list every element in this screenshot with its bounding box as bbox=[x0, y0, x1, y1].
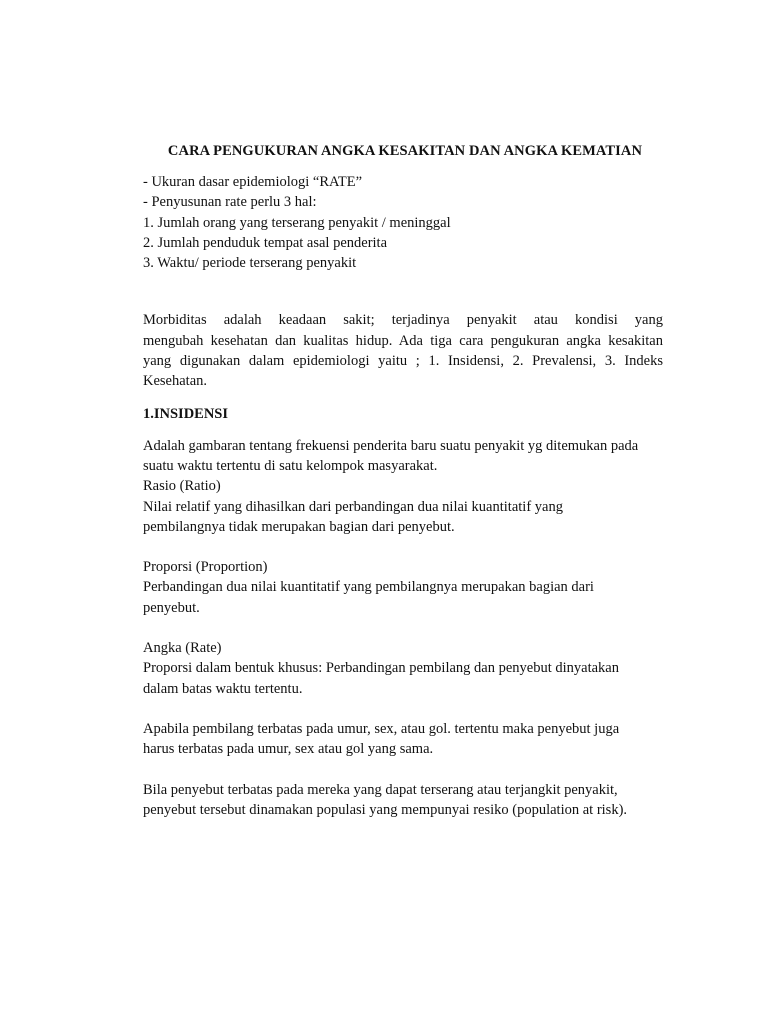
intro-list bbox=[143, 172, 663, 273]
proportion-block bbox=[143, 557, 663, 618]
incidence-line: suatu waktu tertentu di satu kelompok masyarakat. bbox=[143, 457, 438, 474]
intro-line: 3. Waktu/ periode terserang penyakit bbox=[143, 255, 357, 272]
numerator-line: harus terbatas pada umur, sex atau gol yang sama. bbox=[143, 741, 434, 758]
ratio-heading: Rasio (Ratio) bbox=[143, 478, 221, 495]
section-heading: 1.INSIDENSI bbox=[143, 405, 229, 422]
document-body bbox=[143, 140, 663, 820]
paragraph-line: yang digunakan dalam epidemiologi yaitu ; 1. Insidensi, 2. Prevalensi, 3. Indeks bbox=[143, 353, 663, 370]
rate-block bbox=[143, 638, 663, 699]
paragraph-line: Kesehatan. bbox=[143, 373, 208, 390]
rate-heading: Angka (Rate) bbox=[143, 640, 222, 657]
incidence-line: Nilai relatif yang dihasilkan dari perbandingan dua nilai kuantitatif yang bbox=[143, 498, 563, 515]
numerator-line: Apabila pembilang terbatas pada umur, sex, atau gol. tertentu maka penyebut juga bbox=[143, 720, 620, 737]
morbidity-paragraph bbox=[143, 310, 663, 391]
rate-line: dalam batas waktu tertentu. bbox=[143, 680, 303, 697]
paragraph-line: Morbiditas adalah keadaan sakit; terjadinya penyakit atau kondisi yang bbox=[143, 312, 663, 329]
rate-line: Proporsi dalam bentuk khusus: Perbandingan pembilang dan penyebut dinyatakan bbox=[143, 660, 619, 677]
proportion-heading: Proporsi (Proportion) bbox=[143, 559, 268, 576]
intro-line: 1. Jumlah orang yang terserang penyakit / meninggal bbox=[143, 214, 451, 231]
intro-line: 2. Jumlah penduduk tempat asal penderita bbox=[143, 234, 388, 251]
document-title: CARA PENGUKURAN ANGKA KESAKITAN DAN ANGKA KEMATIAN bbox=[167, 143, 643, 159]
intro-line: - Penyusunan rate perlu 3 hal: bbox=[143, 194, 317, 211]
incidence-line: pembilangnya tidak merupakan bagian dari penyebut. bbox=[143, 518, 455, 535]
proportion-line: Perbandingan dua nilai kuantitatif yang pembilangnya merupakan bagian dari bbox=[143, 579, 594, 596]
risk-line: Bila penyebut terbatas pada mereka yang dapat terserang atau terjangkit penyakit, bbox=[143, 781, 618, 798]
paragraph-line: mengubah kesehatan dan kualitas hidup. Ada tiga cara pengukuran angka kesakitan bbox=[143, 332, 663, 349]
intro-line: - Ukuran dasar epidemiologi “RATE” bbox=[143, 174, 363, 190]
proportion-line: penyebut. bbox=[143, 599, 200, 616]
risk-line: penyebut tersebut dinamakan populasi yang mempunyai resiko (population at risk). bbox=[143, 801, 628, 818]
numerator-block bbox=[143, 719, 663, 760]
incidence-line: Adalah gambaran tentang frekuensi penderita baru suatu penyakit yg ditemukan pada bbox=[143, 437, 639, 454]
risk-block bbox=[143, 780, 663, 821]
incidence-block bbox=[143, 436, 663, 537]
